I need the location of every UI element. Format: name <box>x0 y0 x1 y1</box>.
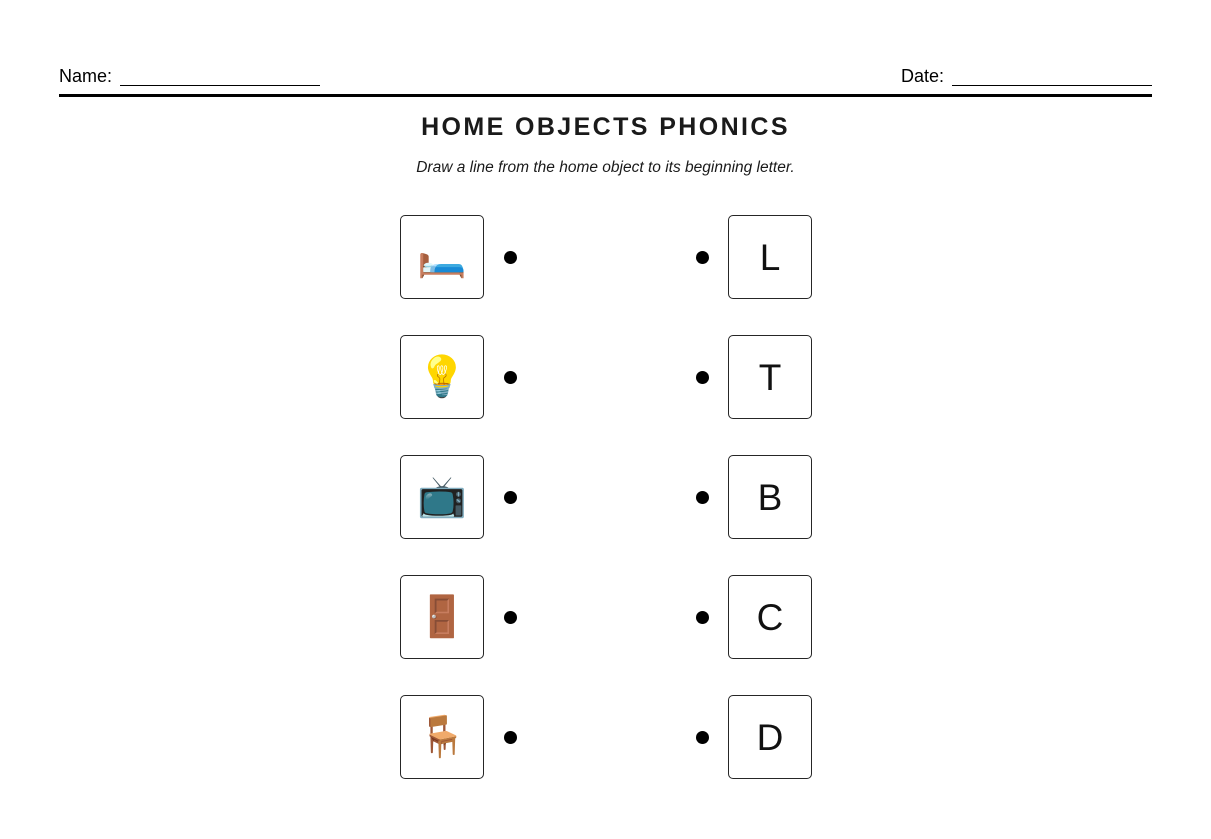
object-connector-dot[interactable] <box>504 371 517 384</box>
letter-label: D <box>756 716 784 758</box>
letter-card[interactable] <box>728 455 812 539</box>
matching-row <box>0 335 1211 455</box>
letter-label: B <box>757 476 783 518</box>
student-info-row <box>59 58 1152 86</box>
letter-connector-dot[interactable] <box>696 251 709 264</box>
name-label: Name: <box>59 66 113 86</box>
object-card[interactable] <box>400 215 484 299</box>
matching-row <box>0 455 1211 575</box>
object-connector-dot[interactable] <box>504 611 517 624</box>
page-title: HOME OBJECTS PHONICS <box>421 113 790 141</box>
object-connector-dot[interactable] <box>504 251 517 264</box>
lightbulb-emoji: 💡 <box>417 355 467 399</box>
letter-card[interactable] <box>728 695 812 779</box>
door-emoji: 🚪 <box>417 595 467 639</box>
chair-emoji: 🪑 <box>417 715 467 759</box>
letter-connector-dot[interactable] <box>696 731 709 744</box>
letter-card[interactable] <box>728 575 812 659</box>
letter-card[interactable] <box>728 335 812 419</box>
letter-connector-dot[interactable] <box>696 491 709 504</box>
letter-label: T <box>758 356 782 398</box>
letter-connector-dot[interactable] <box>696 611 709 624</box>
letter-label: L <box>759 236 781 278</box>
matching-row <box>0 695 1211 815</box>
television-emoji: 📺 <box>417 475 467 519</box>
object-card[interactable] <box>400 575 484 659</box>
object-card[interactable] <box>400 455 484 539</box>
object-connector-dot[interactable] <box>504 491 517 504</box>
object-card[interactable] <box>400 335 484 419</box>
page-instructions: Draw a line from the home object to its beginning letter. <box>416 159 795 176</box>
object-card[interactable] <box>400 695 484 779</box>
matching-grid <box>0 215 1211 815</box>
object-connector-dot[interactable] <box>504 731 517 744</box>
bed-emoji: 🛏️ <box>417 235 467 279</box>
header-divider <box>59 94 1152 97</box>
letter-label: C <box>756 596 784 638</box>
letter-connector-dot[interactable] <box>696 371 709 384</box>
date-label: Date: <box>900 66 944 86</box>
matching-row <box>0 575 1211 695</box>
date-write-line[interactable] <box>952 68 1152 86</box>
name-field <box>59 66 320 86</box>
name-write-line[interactable] <box>120 68 320 86</box>
date-field <box>901 66 1152 86</box>
letter-card[interactable] <box>728 215 812 299</box>
matching-row <box>0 215 1211 335</box>
